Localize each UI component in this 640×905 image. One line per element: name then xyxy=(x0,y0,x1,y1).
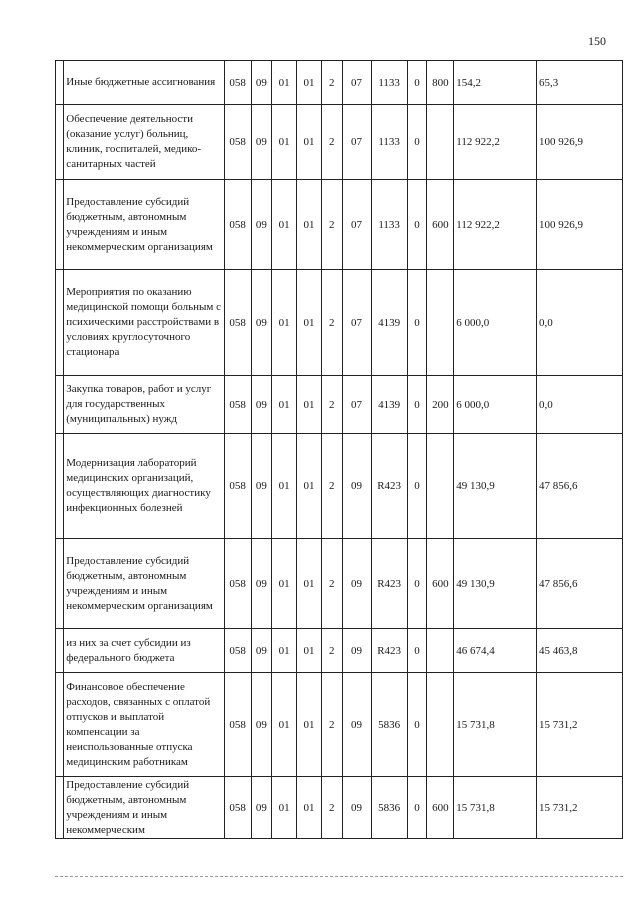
amount-executed: 47 856,6 xyxy=(537,539,623,629)
code-section: 09 xyxy=(251,434,272,539)
code-expense-type xyxy=(427,673,454,777)
row-name: Предоставление субсидий бюджетным, автономным учреждениям и иным некоммерческим организациям xyxy=(64,539,224,629)
code-section: 09 xyxy=(251,180,272,270)
row-name: Предоставление субсидий бюджетным, автономным учреждениям и иным некоммерческим организациям xyxy=(64,180,224,270)
code-ministry: 058 xyxy=(224,376,251,434)
row-marker-cell xyxy=(56,539,64,629)
table-row xyxy=(56,105,623,180)
amount-planned: 112 922,2 xyxy=(454,105,537,180)
code-section: 09 xyxy=(251,61,272,105)
footer-divider xyxy=(55,876,623,877)
code-activity: 07 xyxy=(342,105,371,180)
code-program: 01 xyxy=(297,105,322,180)
code-expense-type xyxy=(427,629,454,673)
table-row xyxy=(56,61,623,105)
code-direction: R423 xyxy=(371,629,407,673)
code-activity: 07 xyxy=(342,61,371,105)
code-expense-type: 600 xyxy=(427,777,454,839)
amount-executed: 15 731,2 xyxy=(537,673,623,777)
amount-executed: 47 856,6 xyxy=(537,434,623,539)
page-number: 150 xyxy=(588,34,606,48)
row-marker-cell xyxy=(56,61,64,105)
amount-executed: 45 463,8 xyxy=(537,629,623,673)
code-ministry: 058 xyxy=(224,61,251,105)
code-subsection: 01 xyxy=(272,376,297,434)
code-activity: 09 xyxy=(342,629,371,673)
code-activity: 09 xyxy=(342,434,371,539)
code-program: 01 xyxy=(297,180,322,270)
amount-planned: 49 130,9 xyxy=(454,539,537,629)
code-digit: 0 xyxy=(407,105,427,180)
code-activity: 07 xyxy=(342,270,371,376)
amount-executed: 0,0 xyxy=(537,270,623,376)
code-digit: 0 xyxy=(407,539,427,629)
code-expense-type xyxy=(427,270,454,376)
amount-planned: 15 731,8 xyxy=(454,673,537,777)
table-row xyxy=(56,180,623,270)
code-section: 09 xyxy=(251,539,272,629)
code-program: 01 xyxy=(297,376,322,434)
code-subprogram: 2 xyxy=(321,777,342,839)
amount-executed: 15 731,2 xyxy=(537,777,623,839)
code-program: 01 xyxy=(297,629,322,673)
code-activity: 09 xyxy=(342,539,371,629)
code-subprogram: 2 xyxy=(321,180,342,270)
table-row xyxy=(56,434,623,539)
code-subsection: 01 xyxy=(272,434,297,539)
code-ministry: 058 xyxy=(224,539,251,629)
code-digit: 0 xyxy=(407,434,427,539)
amount-executed: 100 926,9 xyxy=(537,105,623,180)
code-ministry: 058 xyxy=(224,105,251,180)
code-subsection: 01 xyxy=(272,61,297,105)
code-subprogram: 2 xyxy=(321,105,342,180)
code-section: 09 xyxy=(251,629,272,673)
code-direction: 1133 xyxy=(371,180,407,270)
amount-planned: 154,2 xyxy=(454,61,537,105)
code-subprogram: 2 xyxy=(321,539,342,629)
code-subsection: 01 xyxy=(272,539,297,629)
amount-executed: 100 926,9 xyxy=(537,180,623,270)
code-expense-type: 200 xyxy=(427,376,454,434)
code-program: 01 xyxy=(297,270,322,376)
code-ministry: 058 xyxy=(224,673,251,777)
row-marker-cell xyxy=(56,434,64,539)
code-program: 01 xyxy=(297,777,322,839)
code-activity: 09 xyxy=(342,673,371,777)
amount-planned: 46 674,4 xyxy=(454,629,537,673)
table-row xyxy=(56,673,623,777)
code-subprogram: 2 xyxy=(321,270,342,376)
amount-planned: 15 731,8 xyxy=(454,777,537,839)
code-subprogram: 2 xyxy=(321,376,342,434)
code-subsection: 01 xyxy=(272,777,297,839)
code-expense-type: 600 xyxy=(427,539,454,629)
row-name: Закупка товаров, работ и услуг для государственных (муниципальных) нужд xyxy=(64,376,224,434)
code-digit: 0 xyxy=(407,270,427,376)
row-marker-cell xyxy=(56,777,64,839)
amount-planned: 6 000,0 xyxy=(454,270,537,376)
code-expense-type xyxy=(427,105,454,180)
code-activity: 07 xyxy=(342,180,371,270)
table-row xyxy=(56,270,623,376)
code-digit: 0 xyxy=(407,61,427,105)
row-name: Модернизация лабораторий медицинских организаций, осуществляющих диагностику инфекционных болезней xyxy=(64,434,224,539)
code-ministry: 058 xyxy=(224,629,251,673)
row-marker-cell xyxy=(56,673,64,777)
code-digit: 0 xyxy=(407,376,427,434)
code-subsection: 01 xyxy=(272,105,297,180)
row-marker-cell xyxy=(56,629,64,673)
code-subprogram: 2 xyxy=(321,434,342,539)
code-direction: 4139 xyxy=(371,270,407,376)
code-direction: 1133 xyxy=(371,105,407,180)
code-expense-type: 600 xyxy=(427,180,454,270)
code-section: 09 xyxy=(251,376,272,434)
code-section: 09 xyxy=(251,777,272,839)
amount-planned: 49 130,9 xyxy=(454,434,537,539)
code-program: 01 xyxy=(297,539,322,629)
budget-table xyxy=(55,60,623,839)
table-row xyxy=(56,629,623,673)
code-digit: 0 xyxy=(407,629,427,673)
row-name: Финансовое обеспечение расходов, связанных с оплатой отпусков и выплатой компенсации за неиспользованные отпуска медицинским работникам xyxy=(64,673,224,777)
row-name: из них за счет субсидии из федерального бюджета xyxy=(64,629,224,673)
code-ministry: 058 xyxy=(224,434,251,539)
code-ministry: 058 xyxy=(224,270,251,376)
row-marker-cell xyxy=(56,376,64,434)
code-ministry: 058 xyxy=(224,180,251,270)
row-name: Обеспечение деятельности (оказание услуг) больниц, клиник, госпиталей, медико-санитарных частей xyxy=(64,105,224,180)
table-row xyxy=(56,539,623,629)
code-digit: 0 xyxy=(407,777,427,839)
table-row xyxy=(56,777,623,839)
code-subsection: 01 xyxy=(272,270,297,376)
table-body xyxy=(56,61,623,839)
code-subsection: 01 xyxy=(272,673,297,777)
code-expense-type xyxy=(427,434,454,539)
code-subsection: 01 xyxy=(272,629,297,673)
row-marker-cell xyxy=(56,105,64,180)
row-marker-cell xyxy=(56,180,64,270)
code-activity: 09 xyxy=(342,777,371,839)
code-activity: 07 xyxy=(342,376,371,434)
table-row xyxy=(56,376,623,434)
code-subprogram: 2 xyxy=(321,629,342,673)
row-name: Иные бюджетные ассигнования xyxy=(64,61,224,105)
code-direction: 1133 xyxy=(371,61,407,105)
code-subprogram: 2 xyxy=(321,673,342,777)
code-program: 01 xyxy=(297,434,322,539)
code-section: 09 xyxy=(251,105,272,180)
code-digit: 0 xyxy=(407,180,427,270)
code-direction: R423 xyxy=(371,434,407,539)
code-direction: 5836 xyxy=(371,673,407,777)
code-digit: 0 xyxy=(407,673,427,777)
code-expense-type: 800 xyxy=(427,61,454,105)
code-subprogram: 2 xyxy=(321,61,342,105)
amount-planned: 112 922,2 xyxy=(454,180,537,270)
row-name: Мероприятия по оказанию медицинской помощи больным с психическими расстройствами в условиях круглосуточного стационара xyxy=(64,270,224,376)
code-program: 01 xyxy=(297,61,322,105)
amount-executed: 0,0 xyxy=(537,376,623,434)
row-name: Предоставление субсидий бюджетным, автономным учреждениям и иным некоммерческим xyxy=(64,777,224,839)
code-direction: 4139 xyxy=(371,376,407,434)
code-direction: 5836 xyxy=(371,777,407,839)
code-section: 09 xyxy=(251,270,272,376)
amount-executed: 65,3 xyxy=(537,61,623,105)
code-direction: R423 xyxy=(371,539,407,629)
code-program: 01 xyxy=(297,673,322,777)
code-subsection: 01 xyxy=(272,180,297,270)
code-ministry: 058 xyxy=(224,777,251,839)
amount-planned: 6 000,0 xyxy=(454,376,537,434)
code-section: 09 xyxy=(251,673,272,777)
row-marker-cell xyxy=(56,270,64,376)
